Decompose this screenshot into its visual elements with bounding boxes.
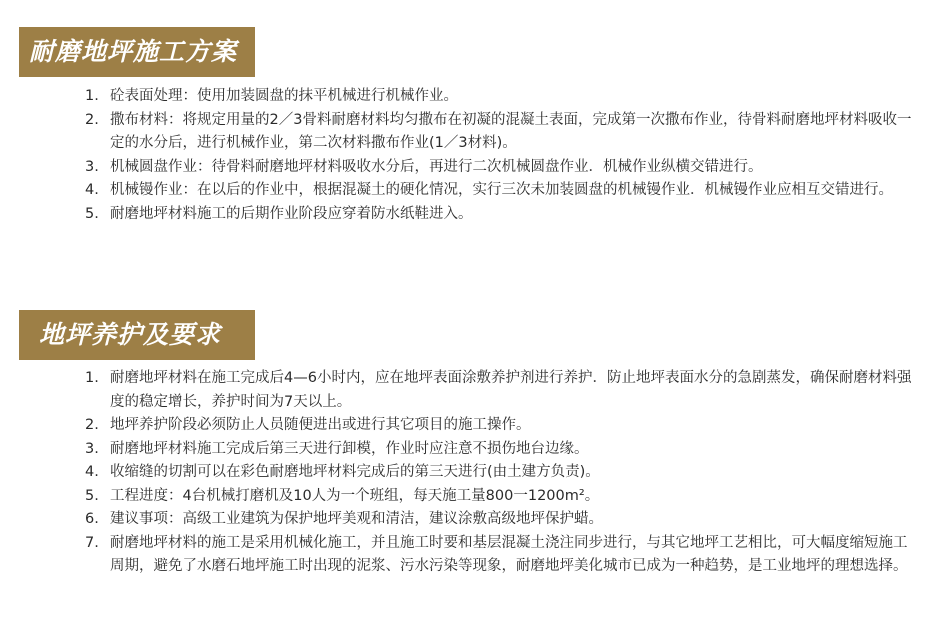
item-number: 5. <box>85 487 99 504</box>
list-item <box>85 85 920 109</box>
item-number: 7. <box>85 534 99 551</box>
list-item <box>85 532 920 579</box>
item-number: 1. <box>85 88 99 104</box>
item-text: 工程进度：4台机械打磨机及10人为一个班组，每天施工量800一1200m²。 <box>110 487 600 504</box>
item-number: 6. <box>85 511 99 527</box>
list-item <box>85 461 920 485</box>
curing-requirements-list <box>85 367 920 579</box>
item-text: 撒布材料：将规定用量的2／3骨料耐磨材料均匀撒布在初凝的混凝土表面，完成第一次撒布作业，待骨料耐磨地坪材料吸收一定的水分后，进行机械作业，第二次材料撒布作业(1／3材料)。 <box>110 111 912 151</box>
section-title-banner <box>19 27 255 77</box>
list-item <box>85 203 920 227</box>
list-item <box>85 109 920 156</box>
item-text: 耐磨地坪材料的施工是采用机械化施工，并且施工时要和基层混凝土浇注同步进行，与其它地坪工艺相比，可大幅度缩短施工周期，避免了水磨石地坪施工时出现的泥浆、污水污染等现象，耐磨地坪美化城市已成为一种趋势，是工业地坪的理想选择。 <box>110 534 908 574</box>
item-text: 耐磨地坪材料在施工完成后4—6小时内，应在地坪表面涂敷养护剂进行养护．防止地坪表面水分的急剧蒸发，确保耐磨材料强度的稳定增长，养护时间为7天以上。 <box>110 370 912 410</box>
list-item <box>85 485 920 509</box>
item-number: 5. <box>85 205 99 222</box>
list-item <box>85 156 920 180</box>
list-item <box>85 367 920 414</box>
item-text: 收缩缝的切割可以在彩色耐磨地坪材料完成后的第三天进行(由土建方负责)。 <box>110 464 600 480</box>
item-text: 机械圆盘作业：待骨料耐磨地坪材料吸收水分后，再进行二次机械圆盘作业．机械作业纵横交错进行。 <box>110 158 763 175</box>
construction-steps-list <box>85 85 920 226</box>
item-text: 机械镘作业：在以后的作业中，根据混凝土的硬化情况，实行三次未加装圆盘的机械镘作业．机械镘作业应相互交错进行。 <box>110 182 893 198</box>
list-item <box>85 508 920 532</box>
item-text: 建议事项：高级工业建筑为保护地坪美观和清洁，建议涂敷高级地坪保护蜡。 <box>110 511 603 527</box>
item-text: 耐磨地坪材料施工的后期作业阶段应穿着防水纸鞋进入。 <box>110 205 473 222</box>
list-item <box>85 438 920 462</box>
item-number: 4. <box>85 182 99 198</box>
item-text: 砼表面处理：使用加装圆盘的抹平机械进行机械作业。 <box>110 88 458 104</box>
list-item <box>85 179 920 203</box>
item-text: 耐磨地坪材料施工完成后第三天进行卸模，作业时应注意不损伤地台边缘。 <box>110 440 589 457</box>
item-text: 地坪养护阶段必须防止人员随便进出或进行其它项目的施工操作。 <box>110 417 531 433</box>
item-number: 4. <box>85 464 99 480</box>
item-number: 3. <box>85 440 99 457</box>
section-title: 地坪养护及要求 <box>39 320 222 349</box>
section-title-banner <box>19 310 255 360</box>
item-number: 2. <box>85 417 99 433</box>
item-number: 1. <box>85 370 99 386</box>
list-item <box>85 414 920 438</box>
section-title: 耐磨地坪施工方案 <box>29 37 238 66</box>
item-number: 3. <box>85 158 99 175</box>
item-number: 2. <box>85 111 99 128</box>
